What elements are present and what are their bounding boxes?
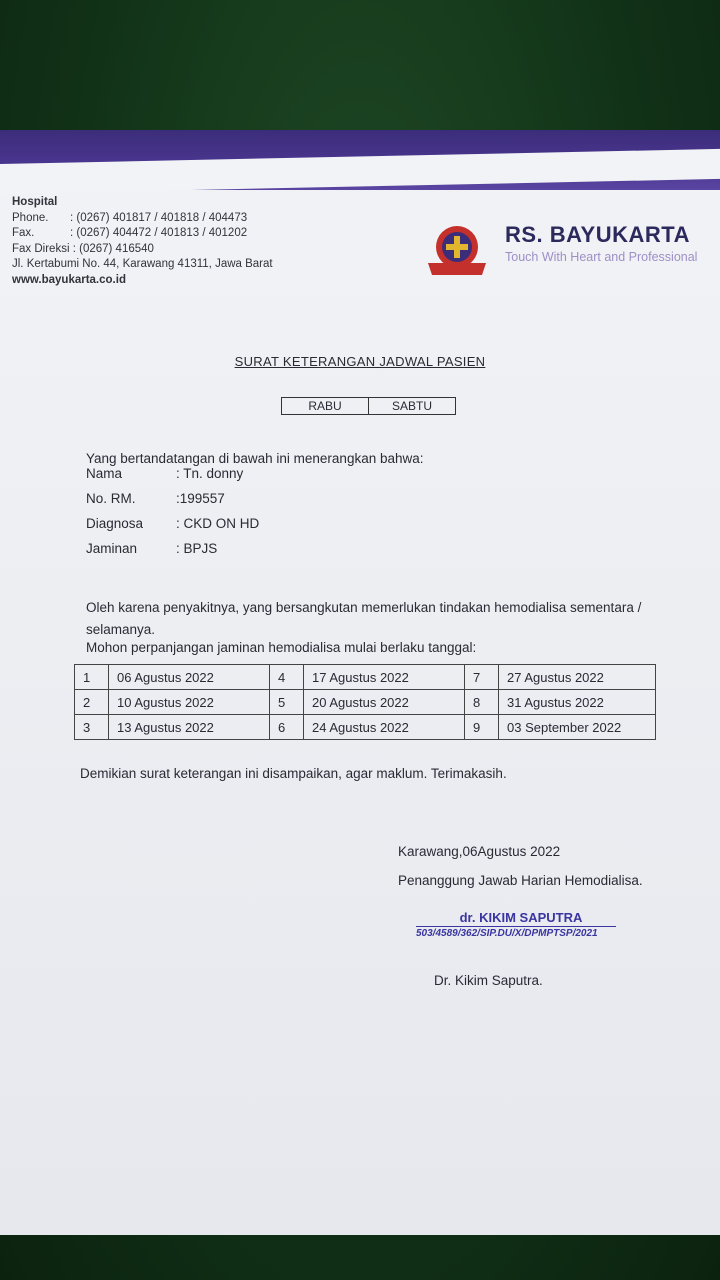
fax-label: Fax. [12,227,35,239]
fax-direksi-number: : (0267) 416540 [72,242,154,255]
intro-text: Yang bertandatangan di bawah ini menerangkan bahwa: [86,451,424,466]
table-row: 2 10 Agustus 2022 5 20 Agustus 2022 8 31 Agustus 2022 [75,690,656,715]
hospital-logo-icon [424,223,490,279]
hospital-label: Hospital [12,196,58,208]
doctor-stamp [416,910,616,939]
letter-paper [0,130,720,1235]
schedule-days-box [281,397,456,415]
hospital-address: Jl. Kertabumi No. 44, Karawang 41311, Jawa Barat [12,258,273,270]
field-nama: Nama : Tn. donny [86,466,244,481]
hospital-website: www.bayukarta.co.id [12,273,126,286]
fax-direksi-label: Fax Direksi [12,242,70,255]
stamp-name: dr. KIKIM SAPUTRA [459,910,583,925]
table-row: 1 06 Agustus 2022 4 17 Agustus 2022 7 27 Agustus 2022 [75,665,656,690]
table-row: 3 13 Agustus 2022 6 24 Agustus 2022 9 03 September 2022 [75,715,656,740]
place-date: Karawang,06Agustus 2022 [398,844,561,859]
brand-tagline: Touch With Heart and Professional [505,250,698,264]
brand-name: RS. BAYUKARTA [505,222,690,247]
hospital-contact-block [12,195,273,288]
field-diagnosa: Diagnosa : CKD ON HD [86,516,260,531]
phone-numbers: : (0267) 401817 / 401818 / 404473 [70,211,248,224]
schedule-table [74,664,656,740]
phone-label: Phone. [12,211,49,224]
field-no-rm: No. RM. :199557 [86,491,225,506]
document-title: SURAT KETERANGAN JADWAL PASIEN [234,354,486,369]
reason-paragraph: Oleh karena penyakitnya, yang bersangkutan memerlukan tindakan hemodialisa sementara / selamanya. [86,600,642,637]
stamp-sip-number: 503/4589/362/SIP.DU/X/DPMPTSP/2021 [416,928,598,939]
closing-text: Demikian surat keterangan ini disampaikan, agar maklum. Terimakasih. [80,766,507,781]
day-label: RABU [308,399,342,413]
schedule-intro: Mohon perpanjangan jaminan hemodialisa mulai berlaku tanggal: [86,640,477,655]
field-jaminan: Jaminan : BPJS [86,541,218,556]
day-label: SABTU [368,398,455,414]
fax-numbers: : (0267) 404472 / 401813 / 401202 [70,227,248,239]
signer-name: Dr. Kikim Saputra. [434,973,543,988]
responsible-title: Penanggung Jawab Harian Hemodialisa. [398,873,643,888]
hospital-brand [505,222,697,264]
